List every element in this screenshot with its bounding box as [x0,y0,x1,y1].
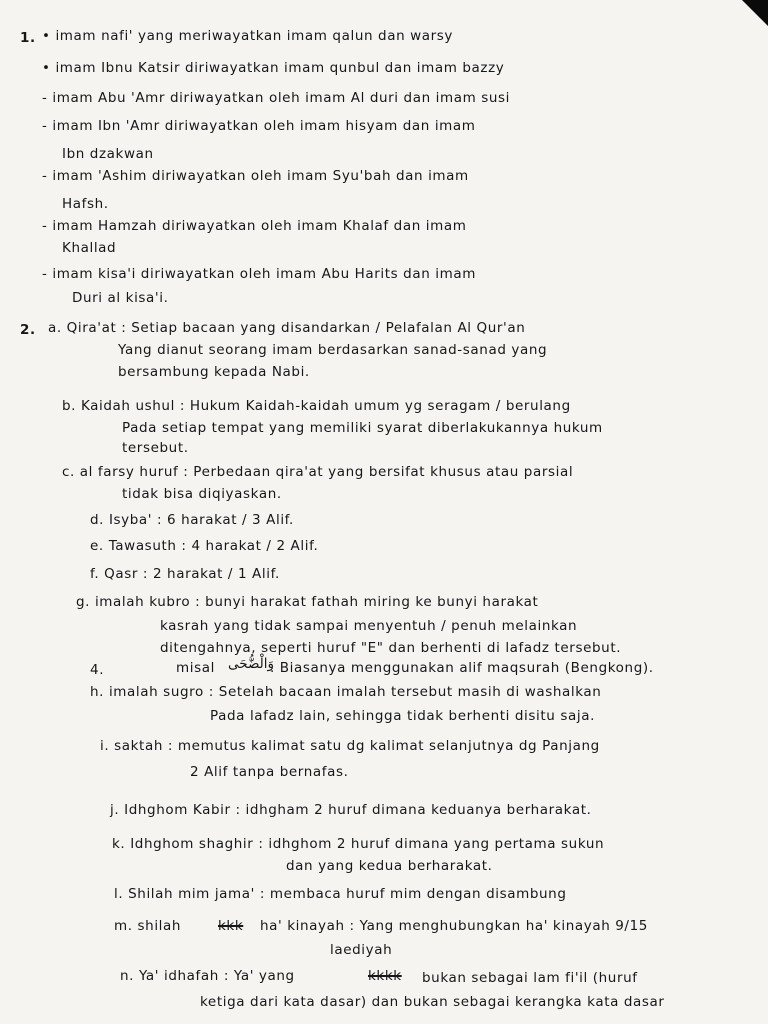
q2-line: tersebut. [122,440,189,456]
q2-line: h. imalah sugro : Setelah bacaan imalah tersebut masih di washalkan [90,684,602,700]
q2-line: misal [176,660,215,676]
q1-line: - imam kisa'i diriwayatkan oleh imam Abu Harits dan imam [42,266,476,282]
q2-line: a. Qira'at : Setiap bacaan yang disandarkan / Pelafalan Al Qur'an [48,320,526,336]
q1-line: - imam Hamzah diriwayatkan oleh imam Khalaf dan imam [42,218,467,234]
q2-line: d. Isyba' : 6 harakat / 3 Alif. [90,512,294,528]
q2-line: k. Idhghom shaghir : idhghom 2 huruf dimana yang pertama sukun [112,836,605,852]
q2-line: laediyah [330,942,393,958]
q2-line: i. saktah : memutus kalimat satu dg kalimat selanjutnya dg Panjang [100,738,600,754]
q2-line: ditengahnya, seperti huruf "E" dan berhenti di lafadz tersebut. [160,640,622,656]
q1-line: Duri al kisa'i. [72,290,169,306]
q2-line: Pada lafadz lain, sehingga tidak berhenti disitu saja. [210,708,595,724]
q2-line: Yang dianut seorang imam berdasarkan sanad-sanad yang [118,342,548,358]
q2-line: g. imalah kubro : bunyi harakat fathah miring ke bunyi harakat [76,594,539,610]
q1-line: Ibn dzakwan [62,146,154,162]
q2-line: 2 Alif tanpa bernafas. [190,764,349,780]
q2-line: m. shilah [114,918,182,934]
q2-line: bukan sebagai lam fi'il (huruf [422,970,638,986]
q2-line: e. Tawasuth : 4 harakat / 2 Alif. [90,538,319,554]
q2-line: Pada setiap tempat yang memiliki syarat diberlakukannya hukum [122,420,603,436]
q2-line: l. Shilah mim jama' : membaca huruf mim dengan disambung [114,886,567,902]
q1-line: • imam nafi' yang meriwayatkan imam qalun dan warsy [42,28,453,44]
q2-line: f. Qasr : 2 harakat / 1 Alif. [90,566,280,582]
q2-line: c. al farsy huruf : Perbedaan qira'at yang bersifat khusus atau parsial [62,464,574,480]
margin-mark: 4. [90,662,105,678]
arabic-example: وَالْضُّحَى [228,656,275,672]
q2-line: kasrah yang tidak sampai menyentuh / penuh melainkan [160,618,578,634]
crossed-out-word: kkk [218,918,244,934]
q2-line: ketiga dari kata dasar) dan bukan sebagai kerangka kata dasar [200,994,665,1010]
q1-line: • imam Ibnu Katsir diriwayatkan imam qunbul dan imam bazzy [42,60,505,76]
q1-line: - imam Ibn 'Amr diriwayatkan oleh imam hisyam dan imam [42,118,476,134]
q1-line: Hafsh. [62,196,109,212]
q1-line: - imam Abu 'Amr diriwayatkan oleh imam Al duri dan imam susi [42,90,511,106]
question-number-1: 1. [20,30,36,46]
q2-line: dan yang kedua berharakat. [286,858,493,874]
q1-line: Khallad [62,240,117,256]
q2-line: b. Kaidah ushul : Hukum Kaidah-kaidah umum yg seragam / berulang [62,398,571,414]
q2-line: . Biasanya menggunakan alif maqsurah (Bengkong). [270,660,654,676]
q2-line: j. Idhghom Kabir : idhgham 2 huruf dimana keduanya berharakat. [110,802,592,818]
q2-line: ha' kinayah : Yang menghubungkan ha' kinayah 9/15 [260,918,648,934]
q2-line: tidak bisa diqiyaskan. [122,486,282,502]
q1-line: - imam 'Ashim diriwayatkan oleh imam Syu'bah dan imam [42,168,469,184]
q2-line: n. Ya' idhafah : Ya' yang [120,968,295,984]
question-number-2: 2. [20,322,36,338]
q2-line: bersambung kepada Nabi. [118,364,310,380]
page-corner-shadow [742,0,768,26]
crossed-out-word: kkkk [368,968,402,984]
